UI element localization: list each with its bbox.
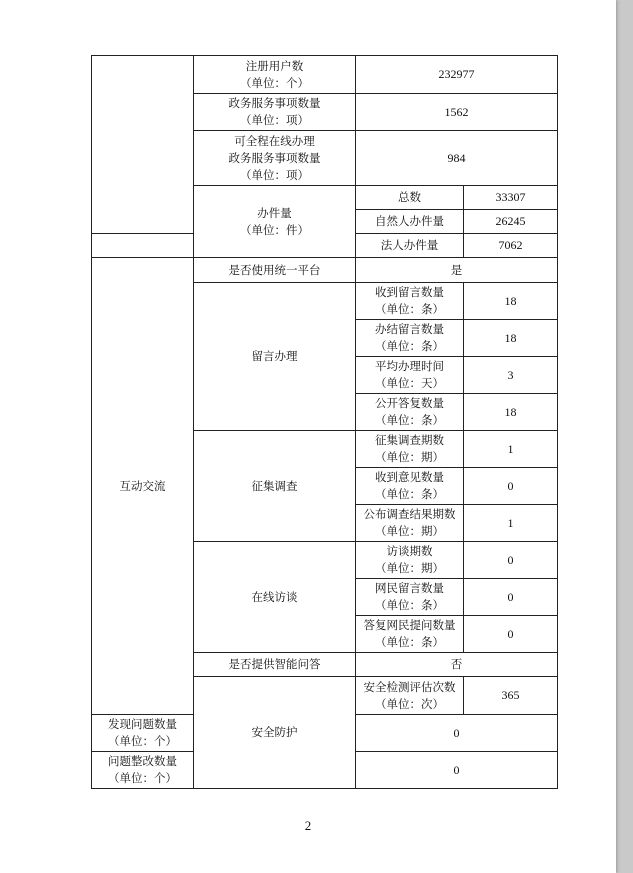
section-cell-empty: [92, 234, 194, 258]
row-value: 365: [464, 677, 558, 715]
group-label: 在线访谈: [194, 542, 356, 653]
row-value: 232977: [356, 56, 558, 94]
workload-item-value: 33307: [464, 186, 558, 210]
row-label: 政务服务事项数量 （单位：项）: [194, 94, 356, 131]
item-label: 收到意见数量 （单位：条）: [356, 468, 464, 505]
item-value: 18: [464, 283, 558, 320]
item-value: 18: [464, 394, 558, 431]
row-label: 问题整改数量 （单位：个）: [92, 752, 194, 789]
row-value: 0: [356, 715, 558, 752]
workload-item-label: 总数: [356, 186, 464, 210]
row-label: 可全程在线办理 政务服务事项数量 （单位：项）: [194, 131, 356, 186]
group-label: 留言办理: [194, 283, 356, 431]
workload-item-label: 法人办件量: [356, 234, 464, 258]
section-label: 互动交流: [92, 258, 194, 715]
workload-item-value: 26245: [464, 210, 558, 234]
item-value: 1: [464, 431, 558, 468]
table-row: [92, 258, 558, 283]
row-value: 0: [356, 752, 558, 789]
item-label: 网民留言数量 （单位：条）: [356, 579, 464, 616]
row-label: 是否提供智能问答: [194, 653, 356, 677]
item-value: 0: [464, 542, 558, 579]
item-label: 答复网民提问数量 （单位：条）: [356, 616, 464, 653]
item-value: 1: [464, 505, 558, 542]
item-value: 0: [464, 579, 558, 616]
group-label: 征集调查: [194, 431, 356, 542]
item-label: 访谈期数 （单位：期）: [356, 542, 464, 579]
statistics-table: [91, 55, 558, 789]
row-value: 是: [356, 258, 558, 283]
item-value: 0: [464, 616, 558, 653]
workload-item-value: 7062: [464, 234, 558, 258]
item-label: 公开答复数量 （单位：条）: [356, 394, 464, 431]
row-label: 发现问题数量 （单位：个）: [92, 715, 194, 752]
section-label: 安全防护: [194, 677, 356, 789]
item-label: 平均办理时间 （单位：天）: [356, 357, 464, 394]
item-label: 收到留言数量 （单位：条）: [356, 283, 464, 320]
item-label: 公布调查结果期数 （单位：期）: [356, 505, 464, 542]
item-label: 征集调查期数 （单位：期）: [356, 431, 464, 468]
row-value: 否: [356, 653, 558, 677]
item-value: 0: [464, 468, 558, 505]
row-value: 984: [356, 131, 558, 186]
row-label: 安全检测评估次数 （单位：次）: [356, 677, 464, 715]
workload-item-label: 自然人办件量: [356, 210, 464, 234]
item-label: 办结留言数量 （单位：条）: [356, 320, 464, 357]
item-value: 3: [464, 357, 558, 394]
row-label: 是否使用统一平台: [194, 258, 356, 283]
row-label: 注册用户数 （单位：个）: [194, 56, 356, 94]
table-row: [92, 56, 558, 94]
page-number: 2: [304, 818, 312, 833]
item-value: 18: [464, 320, 558, 357]
section-cell-empty: [92, 56, 194, 234]
workload-label: 办件量 （单位：件）: [194, 186, 356, 258]
row-value: 1562: [356, 94, 558, 131]
